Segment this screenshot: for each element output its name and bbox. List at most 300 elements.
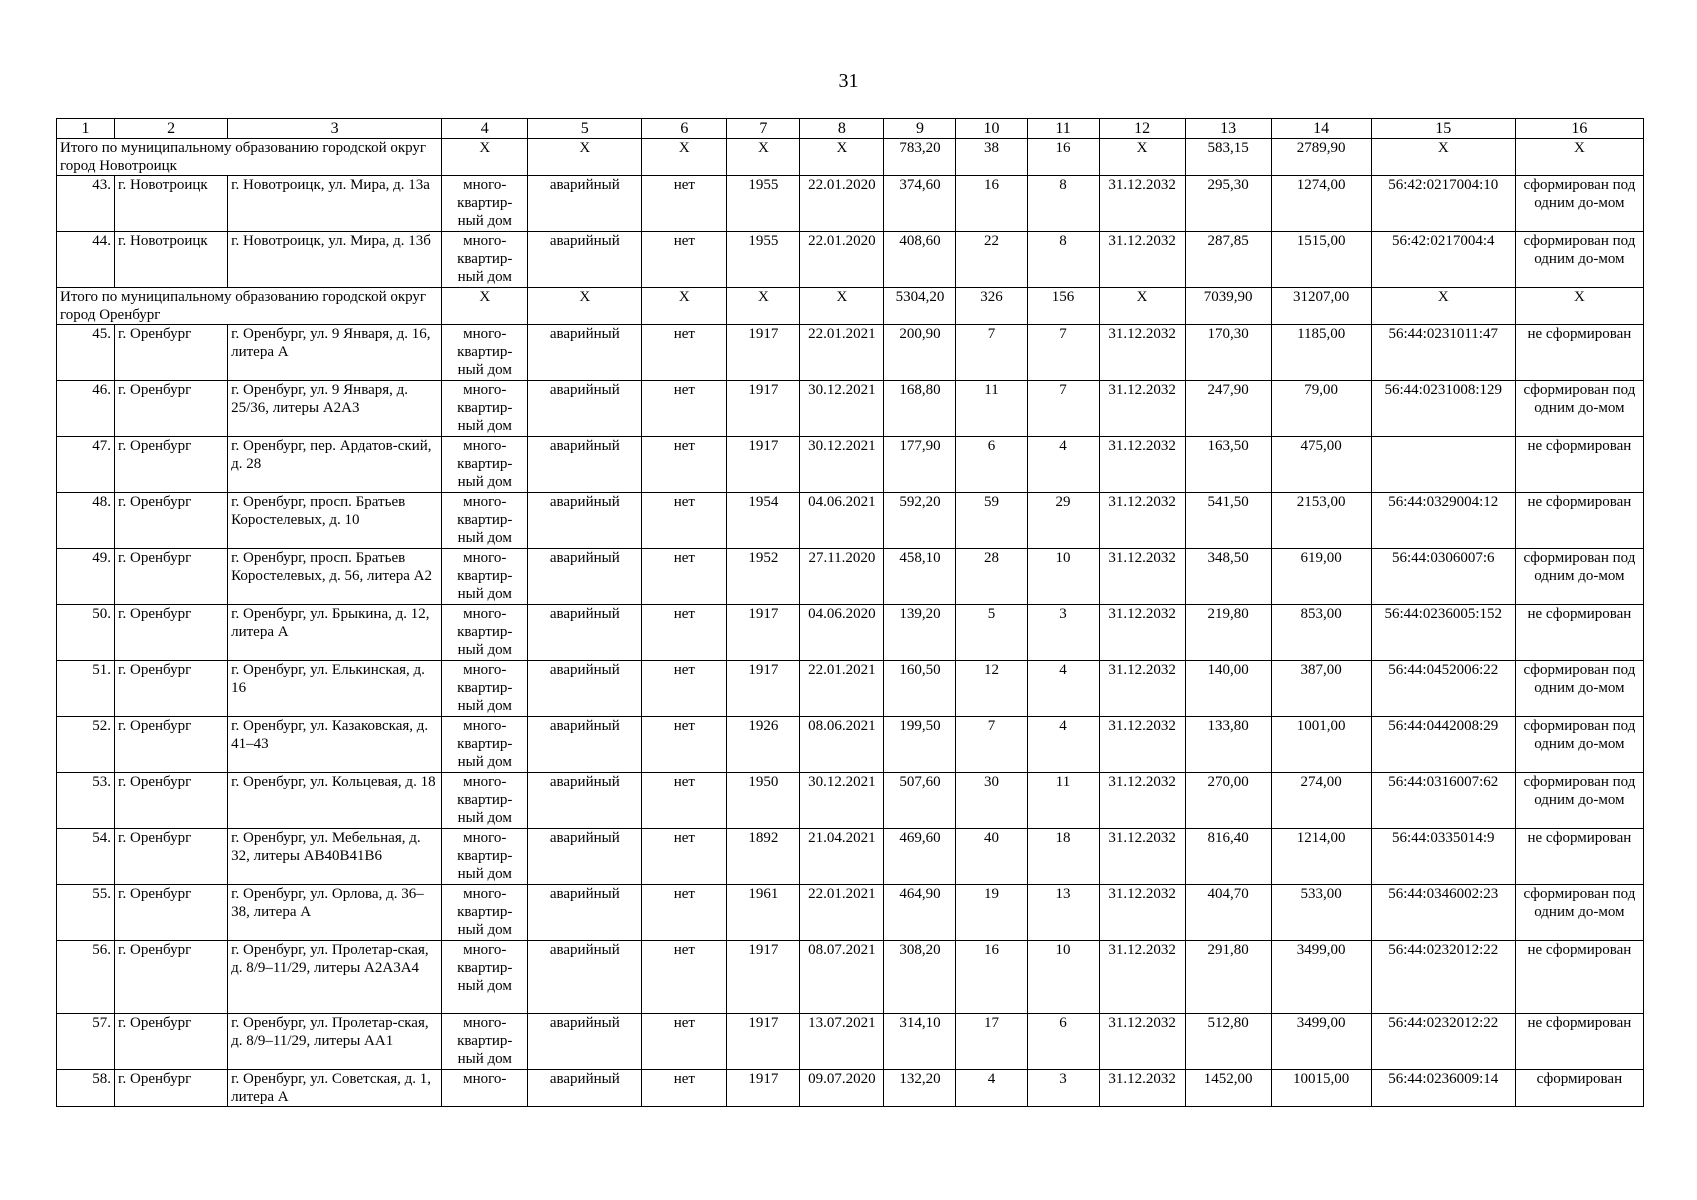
table-cell: г. Оренбург <box>115 1014 228 1070</box>
table-cell: г. Оренбург <box>115 661 228 717</box>
table-cell: аварийный <box>528 325 642 381</box>
subtotal-cell: X <box>1515 139 1643 176</box>
table-cell: 54. <box>57 829 115 885</box>
table-cell: 132,20 <box>884 1070 956 1107</box>
table-cell: 1001,00 <box>1271 717 1371 773</box>
table-cell: г. Оренбург, ул. Орлова, д. 36–38, литера А <box>228 885 442 941</box>
table-cell: 56:42:0217004:10 <box>1371 176 1515 232</box>
table-cell: 31.12.2032 <box>1099 437 1185 493</box>
table-cell: г. Оренбург <box>115 325 228 381</box>
table-cell: не сформирован <box>1515 941 1643 1014</box>
table-cell: 40 <box>956 829 1027 885</box>
subtotal-cell: X <box>442 139 528 176</box>
table-cell: 31.12.2032 <box>1099 941 1185 1014</box>
table-cell: аварийный <box>528 176 642 232</box>
table-cell: г. Оренбург, пер. Ардатов-ский, д. 28 <box>228 437 442 493</box>
table-cell: 16 <box>956 176 1027 232</box>
table-cell: много-квартир-ный дом <box>442 1014 528 1070</box>
table-cell: 56:44:0316007:62 <box>1371 773 1515 829</box>
table-cell: 46. <box>57 381 115 437</box>
table-cell: 1917 <box>727 1014 800 1070</box>
table-cell: 31.12.2032 <box>1099 829 1185 885</box>
table-cell: 31.12.2032 <box>1099 493 1185 549</box>
table-cell: 22.01.2020 <box>800 176 884 232</box>
table-cell: 8 <box>1027 176 1099 232</box>
subtotal-cell: X <box>1371 288 1515 325</box>
table-cell: 199,50 <box>884 717 956 773</box>
table-cell: не сформирован <box>1515 437 1643 493</box>
table-cell: 56:44:0346002:23 <box>1371 885 1515 941</box>
subtotal-cell: X <box>528 288 642 325</box>
table-cell: г. Оренбург, ул. Советская, д. 1, литера А <box>228 1070 442 1107</box>
table-cell: г. Оренбург <box>115 717 228 773</box>
table-cell: нет <box>642 437 727 493</box>
table-row <box>57 437 1644 493</box>
table-cell: 56:44:0452006:22 <box>1371 661 1515 717</box>
table-cell: г. Оренбург <box>115 829 228 885</box>
table-cell: 160,50 <box>884 661 956 717</box>
table-cell: 404,70 <box>1185 885 1271 941</box>
column-number-header: 16 <box>1515 119 1643 139</box>
table-cell: 13 <box>1027 885 1099 941</box>
table-row <box>57 773 1644 829</box>
table-cell: г. Оренбург, ул. 9 Января, д. 16, литера А <box>228 325 442 381</box>
table-cell: 31.12.2032 <box>1099 661 1185 717</box>
table-cell: сформирован под одним до-мом <box>1515 381 1643 437</box>
table-cell: 139,20 <box>884 605 956 661</box>
table-cell: 47. <box>57 437 115 493</box>
table-cell: 30.12.2021 <box>800 773 884 829</box>
table-cell: 51. <box>57 661 115 717</box>
table-cell: г. Оренбург, ул. Пролетар-ская, д. 8/9–11/29, литеры А2А3А4 <box>228 941 442 1014</box>
table-cell: аварийный <box>528 661 642 717</box>
table-cell: 09.07.2020 <box>800 1070 884 1107</box>
table-cell: 1955 <box>727 176 800 232</box>
subtotal-cell: X <box>800 139 884 176</box>
table-cell: много-квартир-ный дом <box>442 661 528 717</box>
table-cell: г. Оренбург <box>115 885 228 941</box>
table-cell: 53. <box>57 773 115 829</box>
table-cell: 3499,00 <box>1271 1014 1371 1070</box>
table-cell: аварийный <box>528 549 642 605</box>
table-cell: 56:44:0231011:47 <box>1371 325 1515 381</box>
column-number-header: 2 <box>115 119 228 139</box>
table-cell: 59 <box>956 493 1027 549</box>
table-cell: много-квартир-ный дом <box>442 941 528 1014</box>
table-cell: 45. <box>57 325 115 381</box>
table-cell: 1214,00 <box>1271 829 1371 885</box>
column-number-header: 15 <box>1371 119 1515 139</box>
table-cell: г. Оренбург, ул. Брыкина, д. 12, литера А <box>228 605 442 661</box>
table-cell: 1274,00 <box>1271 176 1371 232</box>
table-cell: г. Оренбург, ул. Пролетар-ская, д. 8/9–11/29, литеры АА1 <box>228 1014 442 1070</box>
table-cell: нет <box>642 885 727 941</box>
table-cell: 512,80 <box>1185 1014 1271 1070</box>
table-cell: нет <box>642 717 727 773</box>
subtotal-cell: X <box>642 139 727 176</box>
table-cell: сформирован под одним до-мом <box>1515 232 1643 288</box>
table-cell: аварийный <box>528 1070 642 1107</box>
table-cell: аварийный <box>528 829 642 885</box>
table-cell: 31.12.2032 <box>1099 717 1185 773</box>
table-cell: сформирован <box>1515 1070 1643 1107</box>
subtotal-cell: 583,15 <box>1185 139 1271 176</box>
table-cell: 56:44:0329004:12 <box>1371 493 1515 549</box>
column-number-header: 12 <box>1099 119 1185 139</box>
table-cell: 6 <box>1027 1014 1099 1070</box>
table-row <box>57 941 1644 1014</box>
table-cell: 10 <box>1027 941 1099 1014</box>
subtotal-label: Итого по муниципальному образованию городской округ город Новотроицк <box>57 139 442 176</box>
table-cell: г. Оренбург, ул. Елькинская, д. 16 <box>228 661 442 717</box>
table-cell: не сформирован <box>1515 325 1643 381</box>
subtotal-cell: 38 <box>956 139 1027 176</box>
table-cell: 27.11.2020 <box>800 549 884 605</box>
subtotal-row <box>57 288 1644 325</box>
column-number-header: 4 <box>442 119 528 139</box>
table-cell: много-квартир-ный дом <box>442 885 528 941</box>
table-cell: г. Оренбург, ул. 9 Января, д. 25/36, литеры А2А3 <box>228 381 442 437</box>
column-number-header: 3 <box>228 119 442 139</box>
table-cell: 04.06.2020 <box>800 605 884 661</box>
column-number-header: 11 <box>1027 119 1099 139</box>
table-cell: аварийный <box>528 1014 642 1070</box>
table-cell: 22.01.2020 <box>800 232 884 288</box>
table-cell: 49. <box>57 549 115 605</box>
subtotal-cell: X <box>1371 139 1515 176</box>
table-cell: нет <box>642 1014 727 1070</box>
table-cell: нет <box>642 232 727 288</box>
table-cell: не сформирован <box>1515 1014 1643 1070</box>
table-cell: 21.04.2021 <box>800 829 884 885</box>
table-cell: 22.01.2021 <box>800 325 884 381</box>
table-row <box>57 661 1644 717</box>
table-cell: 22 <box>956 232 1027 288</box>
table-cell: 1515,00 <box>1271 232 1371 288</box>
table-cell: 08.06.2021 <box>800 717 884 773</box>
table-cell: нет <box>642 941 727 1014</box>
subtotal-cell: 7039,90 <box>1185 288 1271 325</box>
table-cell: 18 <box>1027 829 1099 885</box>
table-cell: 30.12.2021 <box>800 437 884 493</box>
table-cell: 168,80 <box>884 381 956 437</box>
table-cell: 48. <box>57 493 115 549</box>
table-cell: 57. <box>57 1014 115 1070</box>
subtotal-cell: 326 <box>956 288 1027 325</box>
table-cell: 6 <box>956 437 1027 493</box>
subtotal-cell: 16 <box>1027 139 1099 176</box>
subtotal-cell: X <box>1099 139 1185 176</box>
table-row <box>57 176 1644 232</box>
column-number-header: 9 <box>884 119 956 139</box>
table-cell: 55. <box>57 885 115 941</box>
table-cell: 592,20 <box>884 493 956 549</box>
subtotal-cell: X <box>642 288 727 325</box>
table-cell: 31.12.2032 <box>1099 605 1185 661</box>
column-number-header: 14 <box>1271 119 1371 139</box>
page-number: 31 <box>838 70 859 92</box>
table-cell: 8 <box>1027 232 1099 288</box>
table-cell: 50. <box>57 605 115 661</box>
table-cell: много-квартир-ный дом <box>442 773 528 829</box>
table-cell: 1950 <box>727 773 800 829</box>
table-cell: 308,20 <box>884 941 956 1014</box>
table-cell: 1917 <box>727 381 800 437</box>
table-cell: 853,00 <box>1271 605 1371 661</box>
table-cell: 1917 <box>727 661 800 717</box>
table-cell: 30 <box>956 773 1027 829</box>
table-cell: г. Оренбург <box>115 437 228 493</box>
table-cell: 5 <box>956 605 1027 661</box>
table-cell: 374,60 <box>884 176 956 232</box>
table-cell: 56:44:0442008:29 <box>1371 717 1515 773</box>
table-cell: аварийный <box>528 493 642 549</box>
table-cell: 31.12.2032 <box>1099 232 1185 288</box>
table-cell: сформирован под одним до-мом <box>1515 885 1643 941</box>
table-cell: 177,90 <box>884 437 956 493</box>
table-cell: 56:44:0236009:14 <box>1371 1070 1515 1107</box>
subtotal-cell: 2789,90 <box>1271 139 1371 176</box>
table-cell: 200,90 <box>884 325 956 381</box>
table-cell: г. Оренбург <box>115 773 228 829</box>
table-row <box>57 232 1644 288</box>
table-cell: 31.12.2032 <box>1099 773 1185 829</box>
table-cell: 7 <box>956 717 1027 773</box>
table-cell: 52. <box>57 717 115 773</box>
table-cell: 56:44:0236005:152 <box>1371 605 1515 661</box>
table-cell: 7 <box>956 325 1027 381</box>
subtotal-cell: X <box>1515 288 1643 325</box>
table-cell: 1917 <box>727 941 800 1014</box>
table-cell: 1185,00 <box>1271 325 1371 381</box>
table-cell: много-квартир-ный дом <box>442 605 528 661</box>
table-row <box>57 381 1644 437</box>
table-cell: 3499,00 <box>1271 941 1371 1014</box>
table-cell: не сформирован <box>1515 829 1643 885</box>
table-cell: не сформирован <box>1515 605 1643 661</box>
table-cell: 133,80 <box>1185 717 1271 773</box>
table-row <box>57 549 1644 605</box>
table-row <box>57 493 1644 549</box>
table-cell: сформирован под одним до-мом <box>1515 549 1643 605</box>
table-cell: 1917 <box>727 605 800 661</box>
table-cell: 1452,00 <box>1185 1070 1271 1107</box>
column-number-header: 8 <box>800 119 884 139</box>
table-cell: 12 <box>956 661 1027 717</box>
table-cell: сформирован под одним до-мом <box>1515 176 1643 232</box>
table-cell: 56:44:0231008:129 <box>1371 381 1515 437</box>
column-number-header: 13 <box>1185 119 1271 139</box>
table-cell: 387,00 <box>1271 661 1371 717</box>
table-cell: 11 <box>1027 773 1099 829</box>
table-cell: 1917 <box>727 325 800 381</box>
subtotal-cell: 31207,00 <box>1271 288 1371 325</box>
table-cell: 22.01.2021 <box>800 885 884 941</box>
table-cell: 79,00 <box>1271 381 1371 437</box>
subtotal-cell: X <box>1099 288 1185 325</box>
table-row <box>57 1070 1644 1107</box>
table-cell: 291,80 <box>1185 941 1271 1014</box>
table-cell: г. Новотроицк <box>115 232 228 288</box>
table-cell: г. Новотроицк <box>115 176 228 232</box>
table-cell: 408,60 <box>884 232 956 288</box>
table-cell: г. Оренбург <box>115 493 228 549</box>
table-cell: 1961 <box>727 885 800 941</box>
table-cell: 4 <box>1027 661 1099 717</box>
table-cell: аварийный <box>528 885 642 941</box>
table-cell: 464,90 <box>884 885 956 941</box>
table-cell: много-квартир-ный дом <box>442 232 528 288</box>
table-cell: 30.12.2021 <box>800 381 884 437</box>
table-cell: г. Оренбург, просп. Братьев Коростелевых, д. 56, литера А2 <box>228 549 442 605</box>
table-row <box>57 1014 1644 1070</box>
table-cell: 270,00 <box>1185 773 1271 829</box>
table-cell: много-квартир-ный дом <box>442 325 528 381</box>
table-cell: г. Оренбург, ул. Казаковская, д. 41–43 <box>228 717 442 773</box>
column-number-header: 7 <box>727 119 800 139</box>
table-cell: 56:44:0232012:22 <box>1371 941 1515 1014</box>
table-row <box>57 885 1644 941</box>
table-cell: 816,40 <box>1185 829 1271 885</box>
table-cell: 31.12.2032 <box>1099 325 1185 381</box>
table-cell: 1917 <box>727 437 800 493</box>
table-cell: много-квартир-ный дом <box>442 829 528 885</box>
table-cell: г. Оренбург, ул. Мебельная, д. 32, литеры АВ40В41В6 <box>228 829 442 885</box>
table-cell: много-квартир-ный дом <box>442 437 528 493</box>
table-cell: сформирован под одним до-мом <box>1515 717 1643 773</box>
table-cell: г. Оренбург <box>115 605 228 661</box>
table-cell: 7 <box>1027 325 1099 381</box>
table-cell: 3 <box>1027 1070 1099 1107</box>
table-cell: нет <box>642 549 727 605</box>
table-cell: 10015,00 <box>1271 1070 1371 1107</box>
table-cell: 314,10 <box>884 1014 956 1070</box>
table-cell <box>1371 437 1515 493</box>
table-cell: 1892 <box>727 829 800 885</box>
table-cell: 4 <box>956 1070 1027 1107</box>
subtotal-cell: 5304,20 <box>884 288 956 325</box>
table-cell: нет <box>642 325 727 381</box>
table-cell: 1917 <box>727 1070 800 1107</box>
table-cell: 56:44:0335014:9 <box>1371 829 1515 885</box>
table-cell: много-квартир-ный дом <box>442 717 528 773</box>
table-cell: 7 <box>1027 381 1099 437</box>
table-cell: 19 <box>956 885 1027 941</box>
table-cell: много-квартир-ный дом <box>442 381 528 437</box>
table-cell: г. Оренбург <box>115 549 228 605</box>
subtotal-cell: X <box>727 288 800 325</box>
table-cell: 287,85 <box>1185 232 1271 288</box>
table-cell: 1952 <box>727 549 800 605</box>
table-cell: 28 <box>956 549 1027 605</box>
table-cell: много-квартир-ный дом <box>442 176 528 232</box>
subtotal-cell: 783,20 <box>884 139 956 176</box>
table-cell: 475,00 <box>1271 437 1371 493</box>
table-cell: 219,80 <box>1185 605 1271 661</box>
table-cell: 348,50 <box>1185 549 1271 605</box>
table-cell: 2153,00 <box>1271 493 1371 549</box>
table-cell: сформирован под одним до-мом <box>1515 661 1643 717</box>
table-cell: г. Новотроицк, ул. Мира, д. 13б <box>228 232 442 288</box>
table-cell: 31.12.2032 <box>1099 176 1185 232</box>
table-cell: г. Оренбург <box>115 381 228 437</box>
table-cell: 04.06.2021 <box>800 493 884 549</box>
column-number-header: 6 <box>642 119 727 139</box>
table-cell: аварийный <box>528 232 642 288</box>
table-cell: нет <box>642 829 727 885</box>
table-cell: 11 <box>956 381 1027 437</box>
table-cell: 31.12.2032 <box>1099 1070 1185 1107</box>
header-row <box>57 119 1644 139</box>
table-cell: 56:44:0232012:22 <box>1371 1014 1515 1070</box>
table-cell: 44. <box>57 232 115 288</box>
subtotal-row <box>57 139 1644 176</box>
table-cell: г. Новотроицк, ул. Мира, д. 13а <box>228 176 442 232</box>
table-cell: 163,50 <box>1185 437 1271 493</box>
table-cell: 3 <box>1027 605 1099 661</box>
table-cell: 170,30 <box>1185 325 1271 381</box>
table-cell: аварийный <box>528 717 642 773</box>
table-cell: 31.12.2032 <box>1099 549 1185 605</box>
table-cell: 619,00 <box>1271 549 1371 605</box>
table-row <box>57 605 1644 661</box>
table-cell: аварийный <box>528 605 642 661</box>
subtotal-cell: X <box>800 288 884 325</box>
table-cell: нет <box>642 661 727 717</box>
table-cell: аварийный <box>528 773 642 829</box>
table-cell: 469,60 <box>884 829 956 885</box>
table-cell: 17 <box>956 1014 1027 1070</box>
table-cell: 507,60 <box>884 773 956 829</box>
table-cell: нет <box>642 605 727 661</box>
table-cell: 1955 <box>727 232 800 288</box>
table-cell: 31.12.2032 <box>1099 885 1185 941</box>
table-cell: 13.07.2021 <box>800 1014 884 1070</box>
table-cell: 533,00 <box>1271 885 1371 941</box>
table-cell: много-квартир-ный дом <box>442 493 528 549</box>
table-cell: аварийный <box>528 437 642 493</box>
table-cell: г. Оренбург <box>115 941 228 1014</box>
table-row <box>57 717 1644 773</box>
table-cell: 29 <box>1027 493 1099 549</box>
table-cell: 4 <box>1027 717 1099 773</box>
table-cell: 10 <box>1027 549 1099 605</box>
column-number-header: 10 <box>956 119 1027 139</box>
table-cell: сформирован под одним до-мом <box>1515 773 1643 829</box>
column-number-header: 5 <box>528 119 642 139</box>
table-cell: 1954 <box>727 493 800 549</box>
table-cell: 31.12.2032 <box>1099 1014 1185 1070</box>
table-cell: 43. <box>57 176 115 232</box>
subtotal-cell: X <box>528 139 642 176</box>
subtotal-cell: X <box>442 288 528 325</box>
table-cell: 4 <box>1027 437 1099 493</box>
table-cell: г. Оренбург, ул. Кольцевая, д. 18 <box>228 773 442 829</box>
table-cell: 458,10 <box>884 549 956 605</box>
table-cell: 56. <box>57 941 115 1014</box>
table-cell: 274,00 <box>1271 773 1371 829</box>
table-cell: 295,30 <box>1185 176 1271 232</box>
table-row <box>57 325 1644 381</box>
table-cell: нет <box>642 493 727 549</box>
housing-register-table <box>56 118 1644 1107</box>
table-cell: много- <box>442 1070 528 1107</box>
table-cell: нет <box>642 381 727 437</box>
table-cell: 58. <box>57 1070 115 1107</box>
column-number-header: 1 <box>57 119 115 139</box>
table-cell: 56:44:0306007:6 <box>1371 549 1515 605</box>
table-cell: 08.07.2021 <box>800 941 884 1014</box>
